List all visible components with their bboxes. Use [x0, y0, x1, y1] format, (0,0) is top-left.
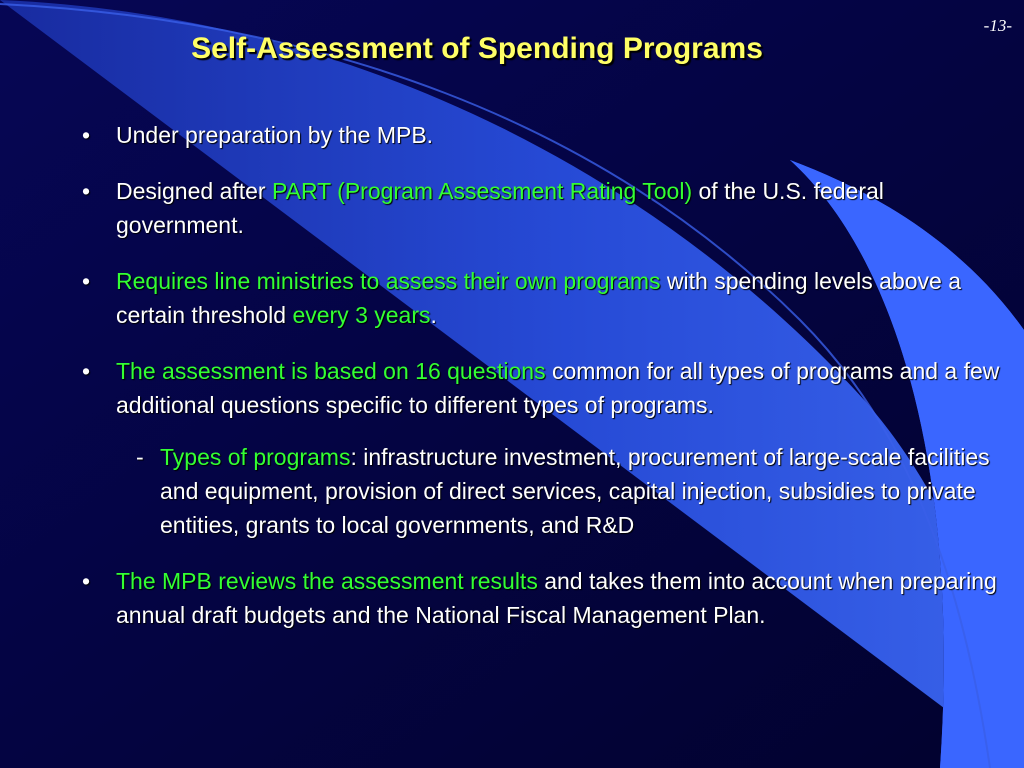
bullet-list — [82, 118, 1002, 654]
bullet-marker: • — [82, 268, 91, 294]
highlight-text: every 3 years — [292, 302, 431, 328]
page-number: -13- — [983, 16, 1012, 35]
bullet-marker: • — [82, 122, 91, 148]
bullet-text — [116, 264, 1002, 332]
highlight-text: The assessment is based on 16 questions — [116, 358, 546, 384]
bullet-text-part: : infrastructure investment, procurement of large-scale facilities and equipment, provision of direct services, capital injection, subsidies to private entities, grants to local governments, and R&D — [160, 444, 990, 538]
bullet-text — [116, 564, 1002, 632]
bullet-text — [116, 354, 1002, 422]
bullet-text — [116, 174, 1002, 242]
bullet-marker: • — [82, 568, 91, 594]
bullet-item-4 — [82, 354, 1002, 422]
bullet-text-part: common for all types of programs and a few additional questions specific to different types of programs. — [116, 358, 1000, 418]
bullet-text — [116, 118, 1002, 152]
highlight-text: Types of programs — [160, 444, 351, 470]
highlight-text: PART (Program Assessment Rating Tool) — [271, 178, 693, 204]
bullet-text-part: of the U.S. federal government. — [116, 178, 884, 238]
bullet-text-part: with spending levels above a certain threshold — [116, 268, 962, 328]
highlight-text: Requires line ministries to assess their own programs — [116, 268, 661, 294]
bullet-text-part: Under preparation by the MPB. — [116, 122, 434, 148]
bullet-item-5 — [82, 564, 1002, 632]
bullet-item-2 — [82, 174, 1002, 242]
bullet-text-part: . — [430, 302, 437, 328]
bullet-text-part: and takes them into account when preparing annual draft budgets and the National Fiscal Management Plan. — [116, 568, 997, 628]
bullet-marker: • — [82, 358, 91, 384]
sub-bullet-marker: - — [136, 444, 144, 470]
bullet-item-1 — [82, 118, 1002, 152]
highlight-text: The MPB reviews the assessment results — [116, 568, 538, 594]
bullet-item-3 — [82, 264, 1002, 332]
bullet-marker: • — [82, 178, 91, 204]
slide-title: Self-Assessment of Spending Programs — [191, 32, 763, 65]
bullet-text-part: Designed after — [116, 178, 272, 204]
bullet-text — [160, 440, 1002, 542]
sub-bullet-item — [128, 440, 1002, 542]
